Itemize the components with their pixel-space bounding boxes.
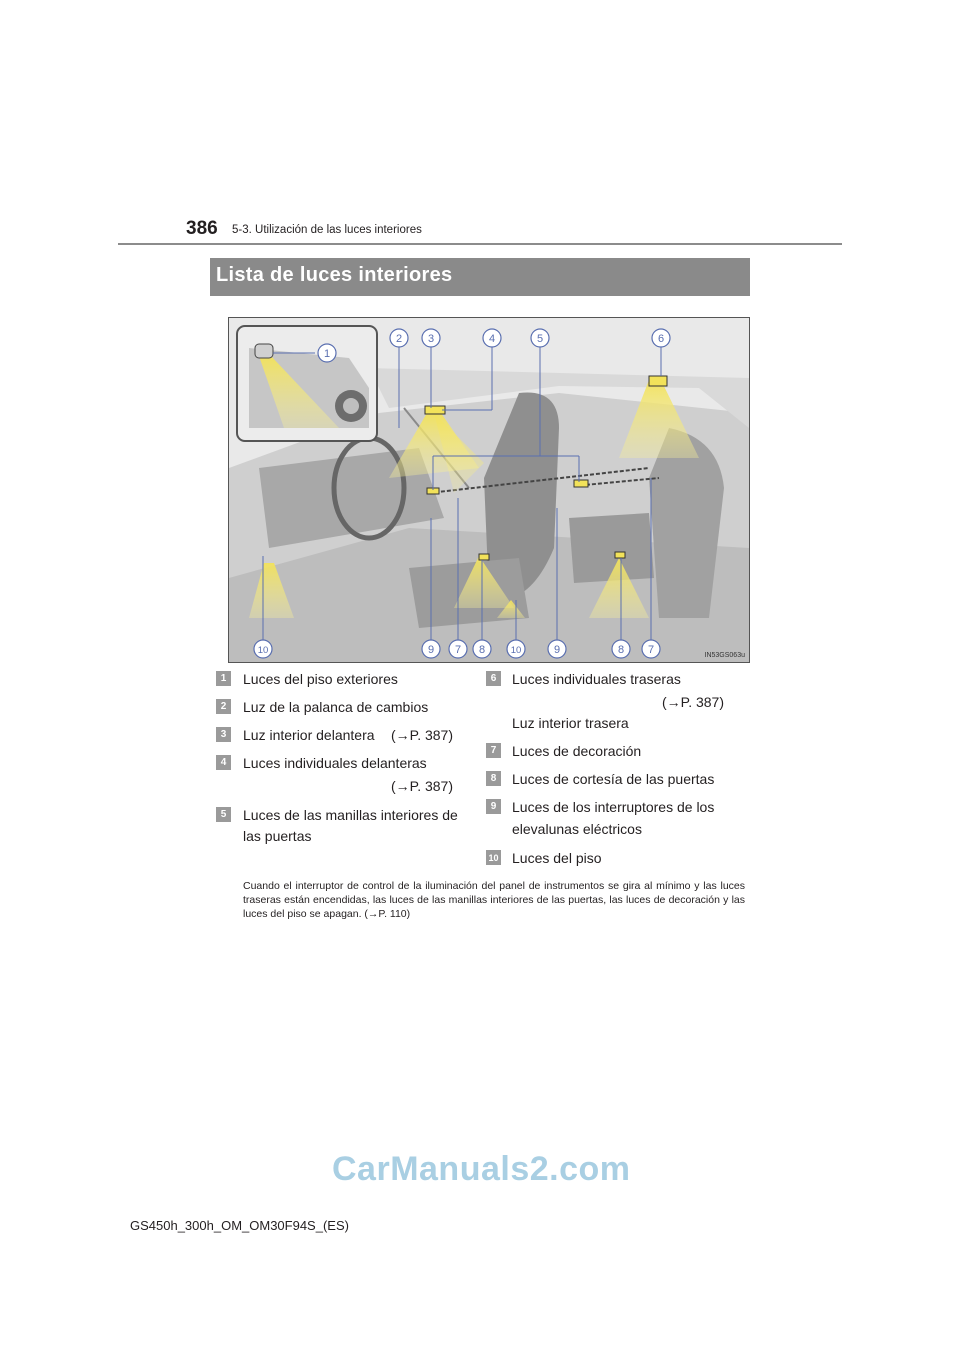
legend-item-1: Luces del piso exteriores [243, 671, 398, 687]
legend-badge-4: 4 [216, 755, 231, 770]
car-interior-illustration [229, 318, 749, 662]
section-title: Lista de luces interiores [216, 264, 453, 286]
legend-badge-8: 8 [486, 771, 501, 786]
legend-item-8: Luces de cortesía de las puertas [512, 771, 715, 787]
callout-1: 1 [323, 348, 331, 360]
legend-item-7: Luces de decoración [512, 743, 642, 759]
callout-bottom: 9 [427, 644, 435, 656]
legend-item-6: Luces individuales traseras [512, 671, 681, 687]
legend-item-9: Luces de los interruptores de los [512, 799, 715, 815]
callout-top: 5 [536, 333, 544, 345]
callout-top: 2 [395, 333, 403, 345]
legend-item-9-cont: elevalunas eléctricos [512, 821, 642, 837]
legend-badge-6: 6 [486, 671, 501, 686]
callout-bottom: 10 [257, 645, 269, 656]
legend-ref-4: (→P. 387) [391, 778, 453, 794]
legend-badge-3: 3 [216, 727, 231, 742]
legend-badge-5: 5 [216, 807, 231, 822]
callout-top: 6 [657, 333, 665, 345]
callout-bottom: 8 [617, 644, 625, 656]
legend-item-2: Luz de la palanca de cambios [243, 699, 429, 715]
legend-item-10: Luces del piso [512, 850, 602, 866]
callout-bottom: 10 [510, 645, 522, 656]
legend-badge-7: 7 [486, 743, 501, 758]
callout-bottom: 7 [647, 644, 655, 656]
legend-badge-1: 1 [216, 671, 231, 686]
breadcrumb: 5-3. Utilización de las luces interiores [232, 224, 422, 236]
footer-code: GS450h_300h_OM_OM30F94S_(ES) [130, 1218, 349, 1233]
legend-ref-6: (→P. 387) [662, 694, 724, 710]
page-number: 386 [186, 218, 218, 239]
legend-badge-10: 10 [486, 850, 501, 865]
header-rule [118, 243, 842, 245]
callout-bottom: 8 [478, 644, 486, 656]
legend-item-6-cont: Luz interior trasera [512, 715, 629, 731]
callout-top: 3 [427, 333, 435, 345]
legend-item-5-cont: las puertas [243, 828, 312, 844]
legend-item-3: Luz interior delantera [243, 727, 375, 743]
dimming-note: Cuando el interruptor de control de la iluminación del panel de instrumentos se gira al mínimo y las luces traseras están encendidas, las luces de las manillas interiores de las puertas, las luces de decoración y las luces del piso se apagan. (→P. 110) [243, 880, 745, 920]
legend-ref-3: (→P. 387) [391, 727, 453, 743]
figure-code: IN53GS063u [704, 652, 745, 659]
legend-item-4: Luces individuales delanteras [243, 755, 427, 771]
callout-top: 4 [488, 333, 496, 345]
legend-badge-2: 2 [216, 699, 231, 714]
legend-badge-9: 9 [486, 799, 501, 814]
callout-bottom: 7 [454, 644, 462, 656]
legend-item-5: Luces de las manillas interiores de [243, 807, 458, 823]
interior-lights-figure [228, 317, 750, 663]
watermark: CarManuals2.com [332, 1150, 631, 1188]
callout-bottom: 9 [553, 644, 561, 656]
